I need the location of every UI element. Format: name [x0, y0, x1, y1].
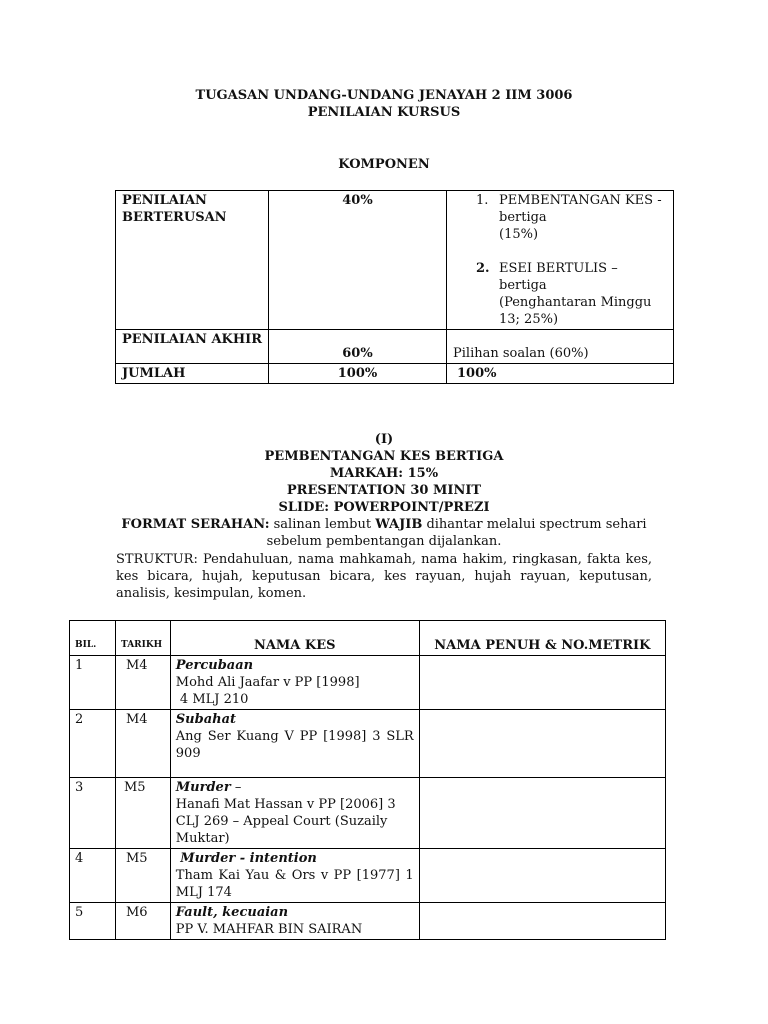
cell-nama-penuh[interactable]: [419, 849, 665, 903]
row-label: PENILAIAN AKHIR: [116, 330, 269, 364]
row-percent: 40%: [269, 191, 447, 330]
item-line: bertiga: [499, 210, 547, 225]
case-topic-line: [176, 779, 414, 796]
cell-nama-penuh[interactable]: [419, 778, 665, 849]
case-table: [69, 620, 666, 940]
case-citation: Hanafi Mat Hassan v PP [2006] 3 CLJ 269 – Appeal Court (Suzaily Muktar): [175, 797, 396, 846]
case-citation: Ang Ser Kuang V PP [1998] 3 SLR 909: [175, 729, 414, 761]
table-row: [70, 656, 666, 710]
cell-case: [170, 778, 419, 849]
table-row: [116, 191, 674, 330]
table-row: [70, 903, 666, 940]
item-number: 2.: [476, 261, 490, 276]
cell-case: [170, 903, 419, 940]
row-percent: 60%: [269, 330, 447, 364]
cell-nama-penuh[interactable]: [419, 656, 665, 710]
format-text: dihantar melalui spectrum sehari: [422, 517, 647, 532]
row-percent: 100%: [269, 364, 447, 384]
list-item: [453, 192, 667, 243]
format-text: salinan lembut: [269, 517, 376, 532]
section-presentation: PRESENTATION 30 MINIT: [286, 483, 482, 498]
table-header-row: [70, 621, 666, 656]
item-line: PEMBENTANGAN KES -: [499, 193, 662, 208]
table-row: [70, 778, 666, 849]
row-desc: Pilihan soalan (60%): [447, 330, 674, 364]
cell-bil: 3: [70, 778, 116, 849]
case-citation: PP V. MAHFAR BIN SAIRAN: [175, 922, 363, 937]
row-label: PENILAIAN BERTERUSAN: [116, 191, 269, 330]
header-nama-penuh: NAMA PENUH & NO.METRIK: [419, 621, 665, 656]
title-line-1: TUGASAN UNDANG-UNDANG JENAYAH 2 IIM 3006: [195, 88, 573, 103]
table-row: [70, 710, 666, 778]
cell-tarikh: M6: [115, 903, 170, 940]
item-line: (15%): [499, 227, 539, 242]
case-topic: Subahat: [175, 712, 237, 727]
document-title: [0, 87, 768, 121]
section-markah: MARKAH: 15%: [329, 466, 439, 481]
item-line: (Penghantaran Minggu: [499, 295, 652, 310]
cell-tarikh: M5: [115, 849, 170, 903]
cell-bil: 5: [70, 903, 116, 940]
item-line: 13; 25%): [499, 312, 559, 327]
table-row: [116, 364, 674, 384]
table-row: [70, 849, 666, 903]
item-line: ESEI BERTULIS –: [499, 261, 618, 276]
header-bil: BIL.: [70, 621, 116, 656]
section-header: [0, 431, 768, 550]
struktur-paragraph: STRUKTUR: Pendahuluan, nama mahkamah, nama hakim, ringkasan, fakta kes, kes bicara, hujah, keputusan bicara, kes rayuan, hujah rayuan, keputusan, analisis, kesimpulan, komen.: [116, 552, 652, 601]
cell-nama-penuh[interactable]: [419, 903, 665, 940]
komponen-heading: KOMPONEN: [338, 157, 430, 172]
case-citation: Mohd Ali Jaafar v PP [1998] 4 MLJ 210: [175, 675, 360, 707]
row-label: JUMLAH: [116, 364, 269, 384]
format-line: [0, 516, 768, 533]
header-nama-kes: NAMA KES: [170, 621, 419, 656]
case-topic: Murder: [175, 780, 231, 795]
cell-bil: 4: [70, 849, 116, 903]
case-topic-suffix: –: [230, 780, 242, 795]
cell-tarikh: M5: [115, 778, 170, 849]
row-desc: 100%: [447, 364, 674, 384]
cell-tarikh: M4: [115, 710, 170, 778]
case-topic: Fault, kecuaian: [175, 905, 289, 920]
case-citation: Tham Kai Yau & Ors v PP [1977] 1 MLJ 174: [175, 868, 414, 900]
list-item: [453, 260, 667, 328]
cell-bil: 1: [70, 656, 116, 710]
item-number: 1.: [476, 193, 489, 208]
cell-bil: 2: [70, 710, 116, 778]
header-tarikh: TARIKH: [115, 621, 170, 656]
cell-case: [170, 849, 419, 903]
cell-case: [170, 656, 419, 710]
cell-case: [170, 710, 419, 778]
case-topic: Murder - intention: [175, 851, 317, 866]
section-number: (I): [374, 432, 394, 447]
cell-nama-penuh[interactable]: [419, 710, 665, 778]
case-topic: Percubaan: [175, 658, 254, 673]
item-line: bertiga: [499, 278, 547, 293]
section-title: PEMBENTANGAN KES BERTIGA: [264, 449, 504, 464]
section-slide: SLIDE: POWERPOINT/PREZI: [278, 500, 490, 515]
table-row: [116, 330, 674, 364]
cell-tarikh: M4: [115, 656, 170, 710]
komponen-table: [115, 190, 674, 384]
format-wajib: WAJIB: [375, 517, 423, 532]
title-line-2: PENILAIAN KURSUS: [307, 105, 461, 120]
row-items: [447, 191, 674, 330]
format-line-2: sebelum pembentangan dijalankan.: [266, 534, 502, 549]
format-label: FORMAT SERAHAN:: [121, 517, 270, 532]
